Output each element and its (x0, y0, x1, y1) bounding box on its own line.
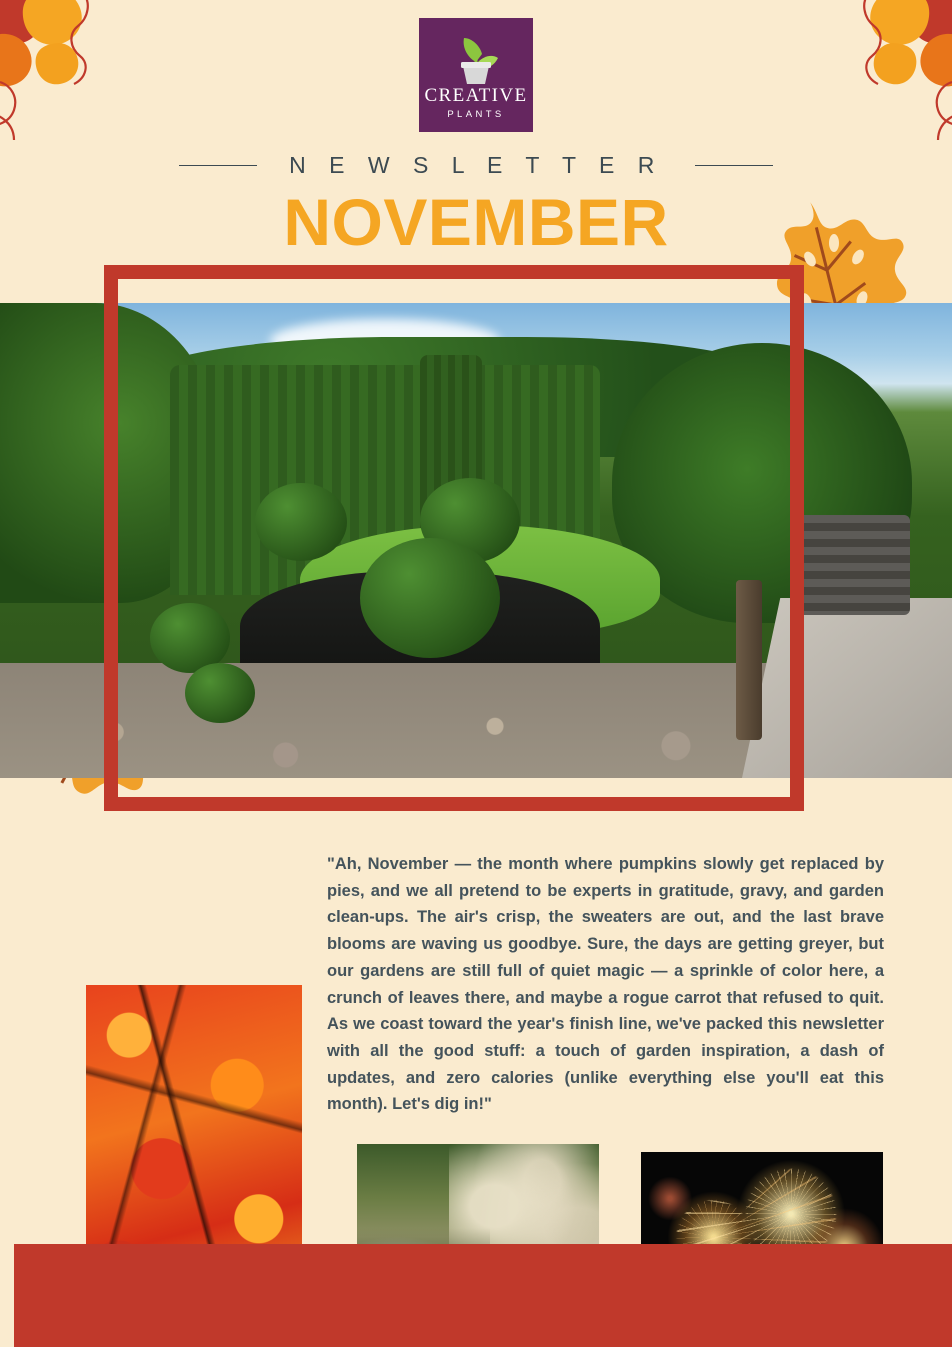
brand-subtitle: PLANTS (447, 109, 505, 120)
hero-garden-photo (0, 303, 952, 778)
brand-name: CREATIVE (424, 85, 528, 107)
divider-left (179, 165, 257, 166)
newsletter-kicker: N E W S L E T T E R (289, 152, 663, 178)
newsletter-kicker-row (0, 152, 952, 179)
footer-color-band (14, 1244, 952, 1347)
divider-right (695, 165, 773, 166)
intro-paragraph: "Ah, November — the month where pumpkins slowly get replaced by pies, and we all pretend to be experts in gratitude, gravy, and garden clean-ups. The air's crisp, the sweaters are out, and the last brave blooms are waving us goodbye. Sure, the days are getting greyer, but our gardens are still full of quiet magic — a sprinkle of color here, a crunch of leaves there, and maybe a rogue carrot that refused to quit. As we coast toward the year's finish line, we've packed this newsletter with all the good stuff: a touch of garden inspiration, a dash of updates, and zero calories (unlike everything else you'll eat this month). Let's dig in!" (327, 855, 884, 1114)
potted-plant-icon (450, 32, 502, 93)
brand-logo (419, 18, 533, 132)
hero-section (0, 265, 952, 825)
issue-month-title: NOVEMBER (283, 185, 669, 259)
newsletter-header (0, 0, 952, 261)
